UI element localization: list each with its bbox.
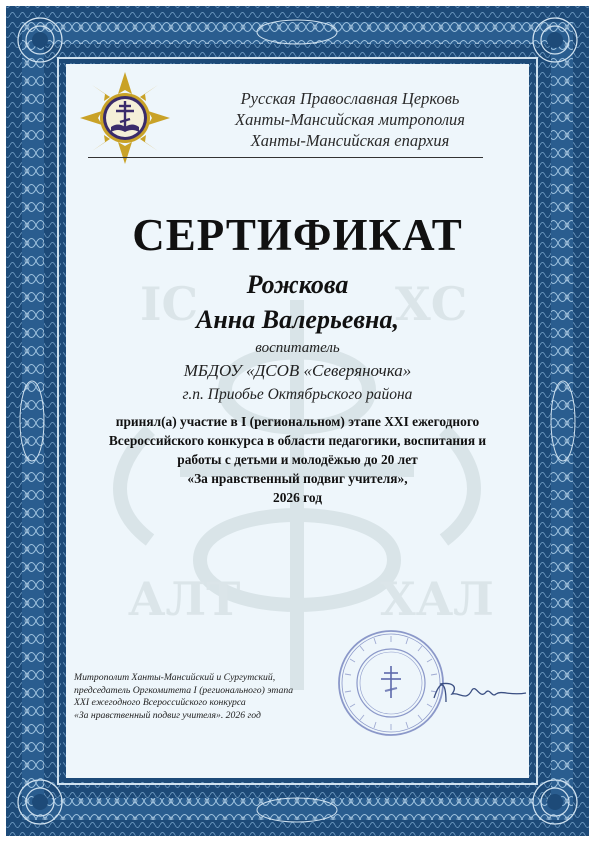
- participation-text: [60, 412, 535, 507]
- signatory-line-1: Митрополит Ханты-Мансийский и Сургутский,: [74, 672, 276, 683]
- participation-line-3: работы с детьми и молодёжью до 20 лет: [177, 452, 418, 467]
- diocese-emblem-icon: [80, 72, 170, 164]
- header-eparchy: Ханты-Мансийская епархия: [250, 131, 450, 150]
- participation-line-5: 2026 год: [273, 490, 322, 505]
- header-metropolis: Ханты-Мансийская митрополия: [235, 110, 465, 129]
- signatory-line-4: «За нравственный подвиг учителя». 2026 год: [74, 709, 261, 721]
- watermark-alt: АЛТ: [128, 572, 241, 626]
- watermark-xc: ХС: [395, 277, 468, 331]
- participation-line-1: принял(а) участие в I (региональном) этапе XXI ежегодного: [115, 414, 480, 429]
- header-divider: [88, 157, 483, 158]
- participation-line-2: Всероссийского конкурса в области педагогики, воспитания и: [108, 433, 487, 448]
- signature-image: [430, 676, 530, 710]
- recipient-surname: Рожкова: [246, 270, 349, 299]
- watermark-ic: ІС: [140, 277, 199, 331]
- signatory-line-3: XXI ежегодного Всероссийского конкурса: [74, 697, 246, 708]
- recipient-position: воспитатель: [255, 340, 340, 356]
- recipient-given-names: Анна Валерьевна,: [196, 305, 399, 334]
- signatory-block: [74, 672, 364, 722]
- certificate-title: СЕРТИФИКАТ: [132, 210, 463, 260]
- participation-line-4: «За нравственный подвиг учителя»,: [187, 471, 408, 486]
- recipient-location: г.п. Приобье Октябрьского района: [182, 386, 413, 403]
- watermark-xal: ХАЛ: [380, 572, 494, 626]
- recipient-organization: МБДОУ «ДСОВ «Северяночка»: [183, 361, 412, 380]
- header-church: Русская Православная Церковь: [240, 89, 460, 108]
- church-header: [190, 88, 510, 151]
- signatory-line-2: председатель Оргкомитета I (регионального) этапа: [74, 684, 294, 696]
